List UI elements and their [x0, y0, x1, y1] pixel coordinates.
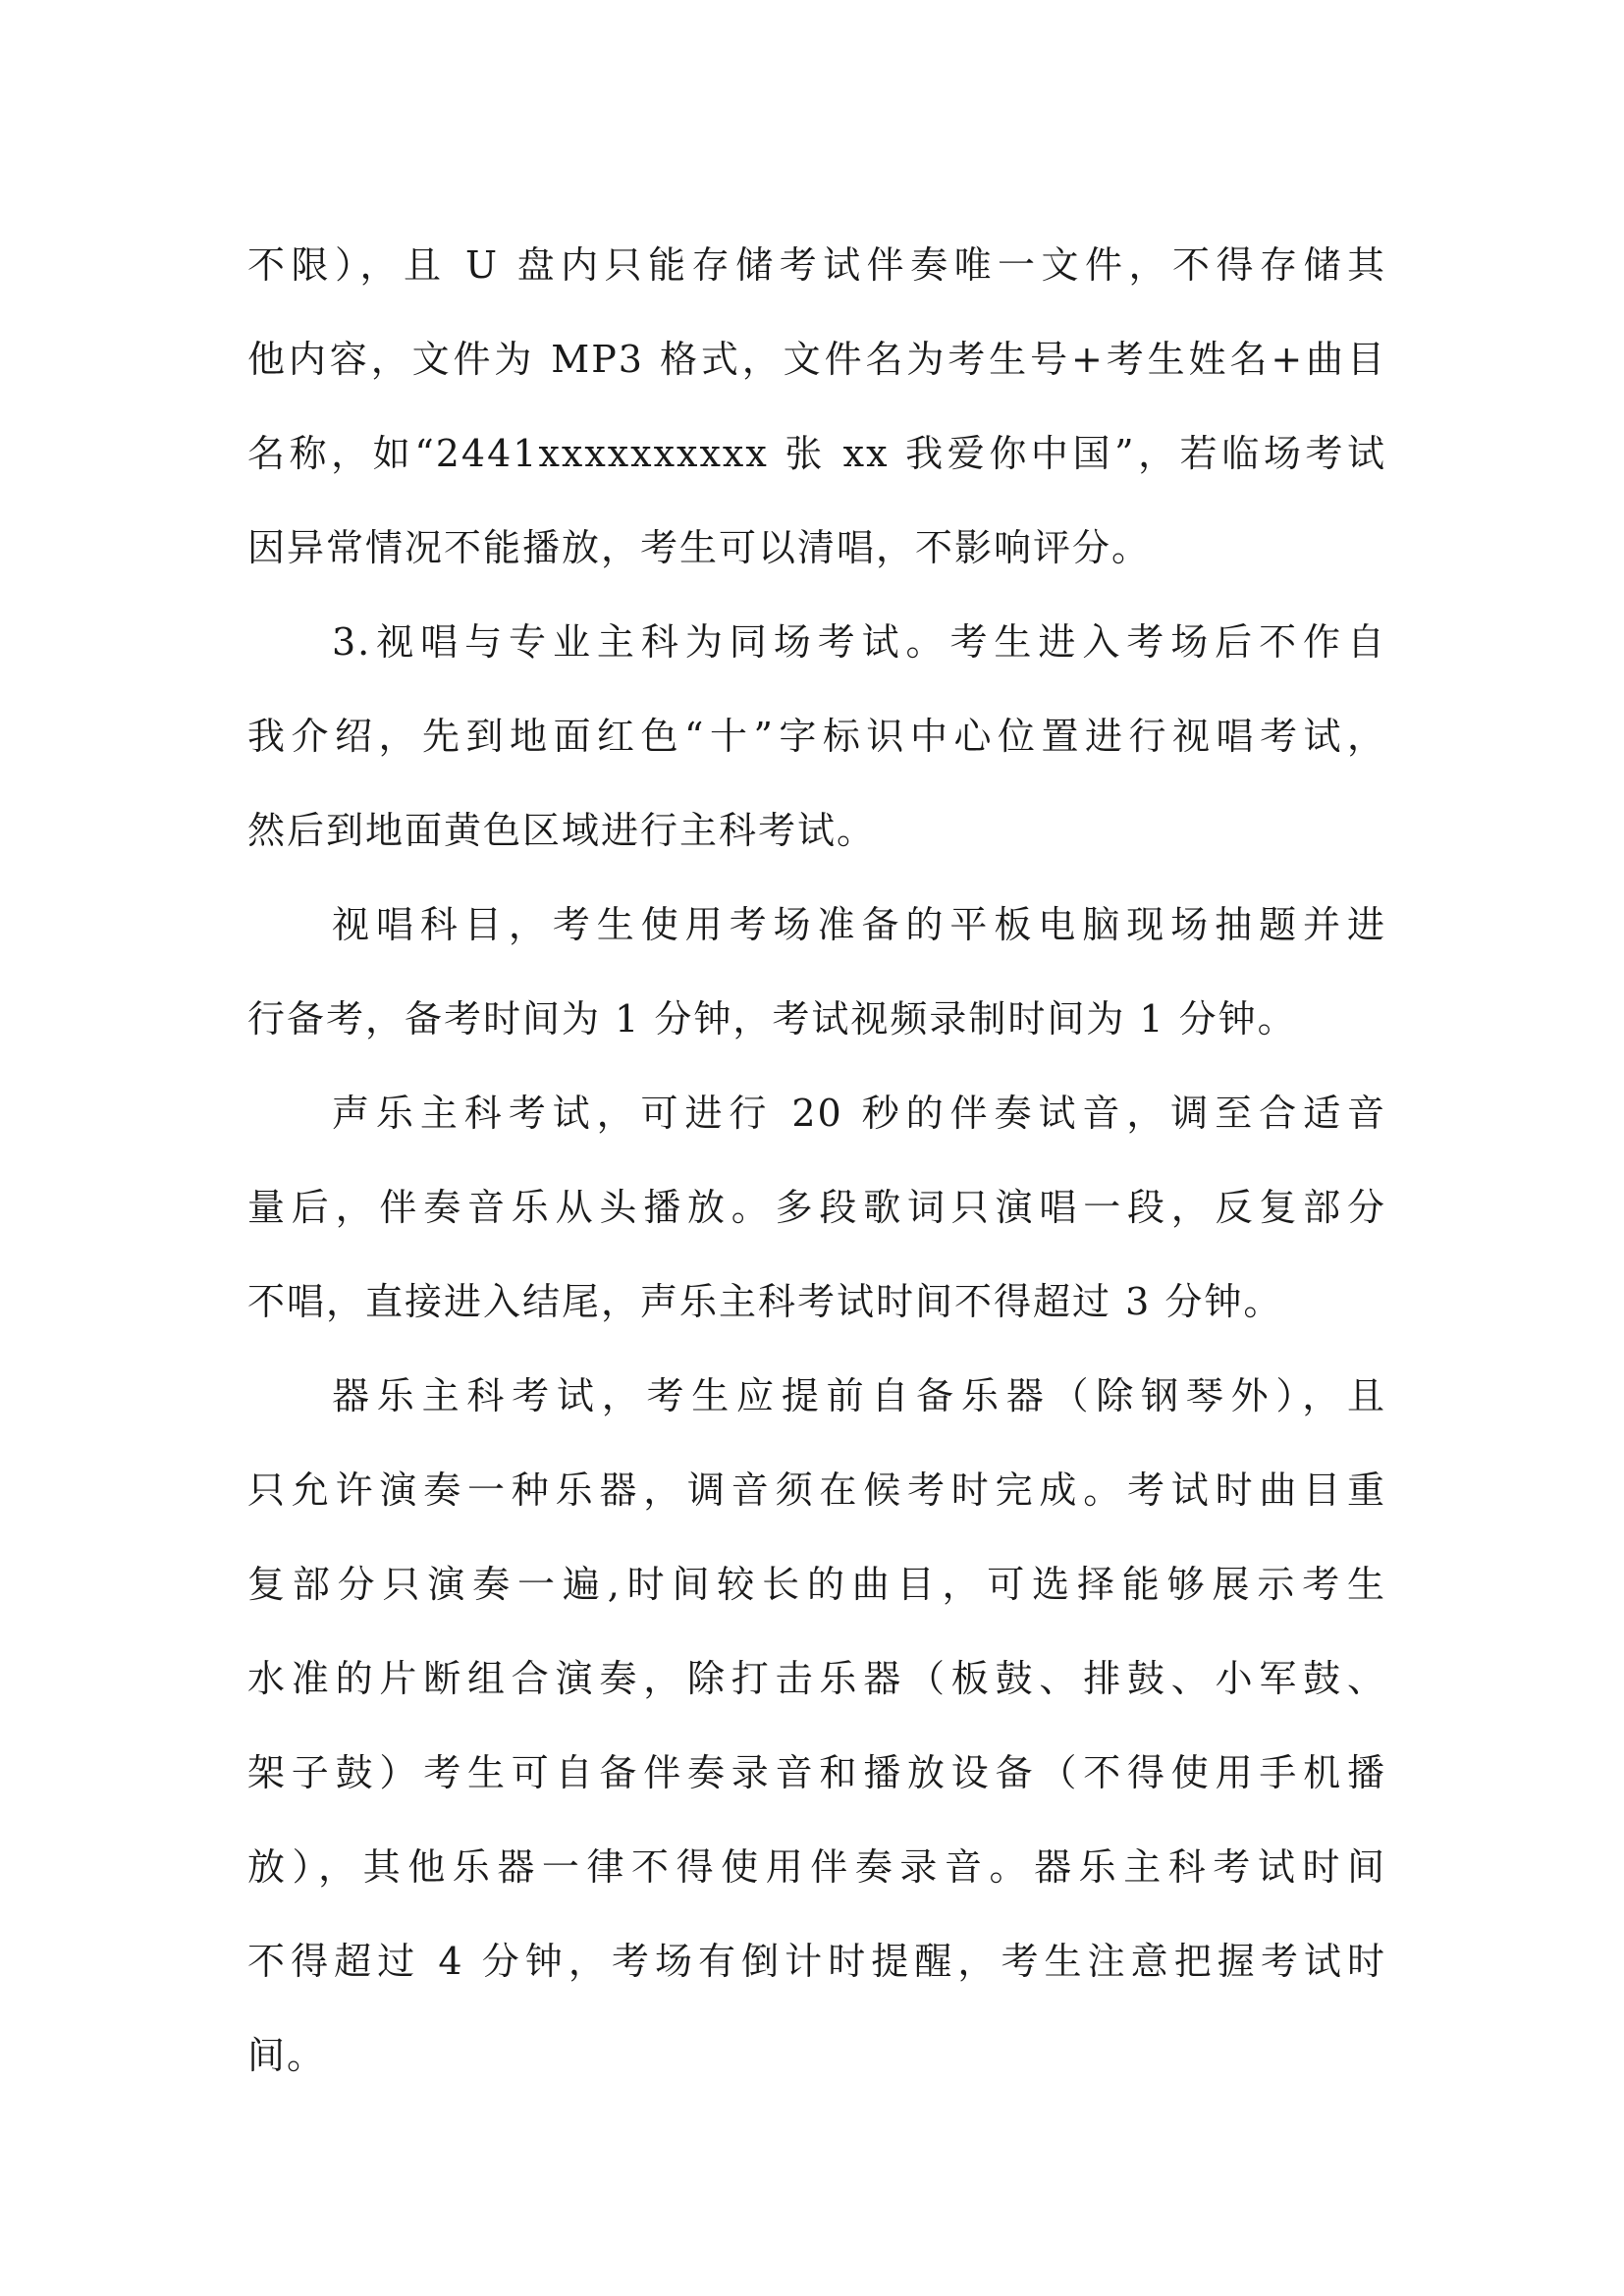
text-line: 架子鼓）考生可自备伴奏录音和播放设备（不得使用手机播 — [247, 1751, 1386, 1794]
text-line: 复部分只演奏一遍,时间较长的曲目，可选择能够展示考生 — [247, 1563, 1386, 1606]
sight-singing-paragraph-line: 视唱科目，考生使用考场准备的平板电脑现场抽题并进 — [332, 903, 1386, 946]
paragraph-3-heading-line: 3.视唱与专业主科为同场考试。考生进入考场后不作自 — [332, 620, 1386, 664]
text-line: 放），其他乐器一律不得使用伴奏录音。器乐主科考试时间 — [247, 1845, 1386, 1889]
text-line: 量后，伴奏音乐从头播放。多段歌词只演唱一段，反复部分 — [247, 1186, 1386, 1229]
text-line: 间。 — [247, 2034, 327, 2077]
text-line: 因异常情况不能播放，考生可以清唱，不影响评分。 — [247, 526, 1152, 569]
text-line: 我介绍，先到地面红色“十”字标识中心位置进行视唱考试， — [247, 715, 1386, 758]
text-line: 不唱，直接进入结尾，声乐主科考试时间不得超过 3 分钟。 — [247, 1280, 1283, 1323]
document-body — [247, 218, 1386, 2103]
text-line: 名称，如“2441xxxxxxxxxx 张 xx 我爱你中国”，若临场考试 — [247, 432, 1386, 475]
text-line: 不得超过 4 分钟，考场有倒计时提醒，考生注意把握考试时 — [247, 1940, 1386, 1983]
text-line: 水准的片断组合演奏，除打击乐器（板鼓、排鼓、小军鼓、 — [247, 1657, 1386, 1700]
text-line: 然后到地面黄色区域进行主科考试。 — [247, 809, 877, 852]
vocal-paragraph-line: 声乐主科考试，可进行 20 秒的伴奏试音，调至合适音 — [332, 1092, 1386, 1135]
text-line: 只允许演奏一种乐器，调音须在候考时完成。考试时曲目重 — [247, 1468, 1386, 1512]
text-line: 行备考，备考时间为 1 分钟，考试视频录制时间为 1 分钟。 — [247, 997, 1297, 1041]
text-line: 他内容，文件为 MP3 格式，文件名为考生号+考生姓名+曲目 — [247, 338, 1386, 381]
text-line: 不限），且 U 盘内只能存储考试伴奏唯一文件，不得存储其 — [247, 243, 1386, 287]
instrumental-paragraph-line: 器乐主科考试，考生应提前自备乐器（除钢琴外），且 — [332, 1374, 1386, 1417]
